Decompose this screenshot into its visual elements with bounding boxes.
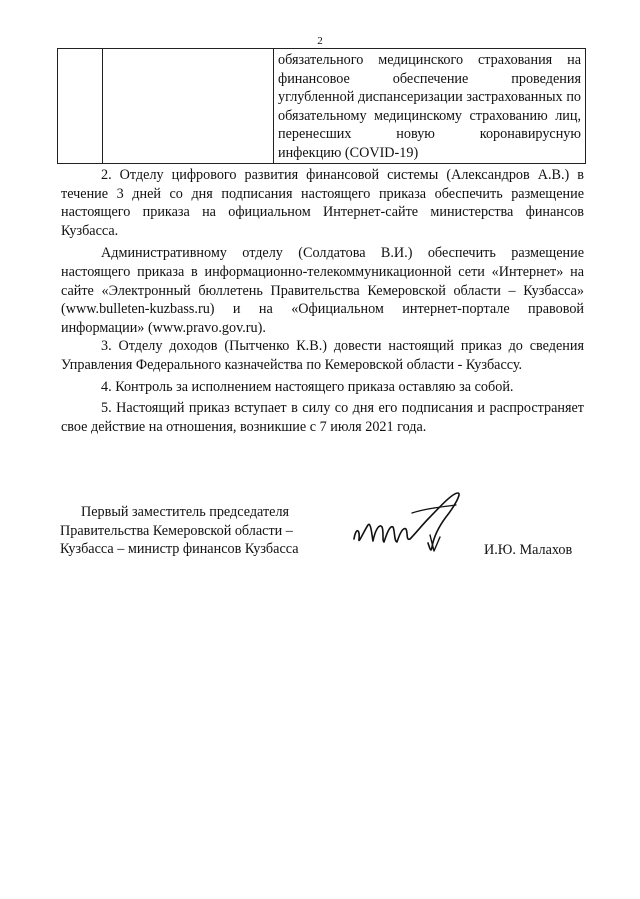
page-number: 2 (317, 35, 323, 47)
paragraph-item-2: 2. Отделу цифрового развития финансовой системы (Александров А.В.) в течение 3 дней со дня подписания настоящего приказа обеспечить размещение настоящего приказа на официальном Интернет-сайте министерства финансов Кузбасса. (61, 167, 584, 239)
signer-name: И.Ю. Малахов (484, 542, 573, 558)
handwritten-signature (346, 487, 466, 559)
paragraph-item-4: 4. Контроль за исполнением настоящего приказа оставляю за собой. (101, 378, 514, 395)
table-cell-text (274, 49, 586, 164)
position-line: Правительства Кемеровской области – (60, 522, 293, 539)
paragraph-admin-department: Административному отделу (Солдатова В.И.) обеспечить размещение настоящего приказа в информационно-телекоммуникационной сети «Интернет» на сайте «Электронный бюллетень Правительства Кемеровской области – Кузбасса» (www.bulleten-kuzbass.ru) и на «Официальном интернет-портале правовой информации» (www.pravo.gov.ru). (61, 245, 584, 336)
table-text-line: обязательного медицинского страхования на (278, 52, 581, 68)
table-row (58, 49, 586, 164)
paragraph-item-5: 5. Настоящий приказ вступает в силу со дня его подписания и распространяет свое действие на отношения, возникшие с 7 июля 2021 года. (61, 400, 584, 435)
signatory-position (60, 503, 360, 559)
table-cell-number (58, 49, 103, 164)
continuation-table (57, 48, 586, 164)
paragraph-item-3: 3. Отделу доходов (Пытченко К.В.) довести настоящий приказ до сведения Управления Федерального казначейства по Кемеровской области - Кузбассу. (61, 338, 584, 373)
position-line: Первый заместитель председателя (81, 504, 290, 520)
table-text-line: углубленной диспансеризации застрахованных (278, 89, 563, 105)
order-body (61, 166, 584, 436)
table-cell-name (103, 49, 274, 164)
table-text-line: лиц, перенесших новую коронавирусную (278, 107, 581, 142)
table-text-line: по обязательному медицинскому страхованию (278, 89, 581, 124)
position-line: Кузбасса – министр финансов Кузбасса (60, 541, 299, 557)
table-text-line: инфекцию (COVID-19) (278, 144, 419, 161)
table-text-line: финансовое обеспечение проведения (278, 70, 581, 87)
